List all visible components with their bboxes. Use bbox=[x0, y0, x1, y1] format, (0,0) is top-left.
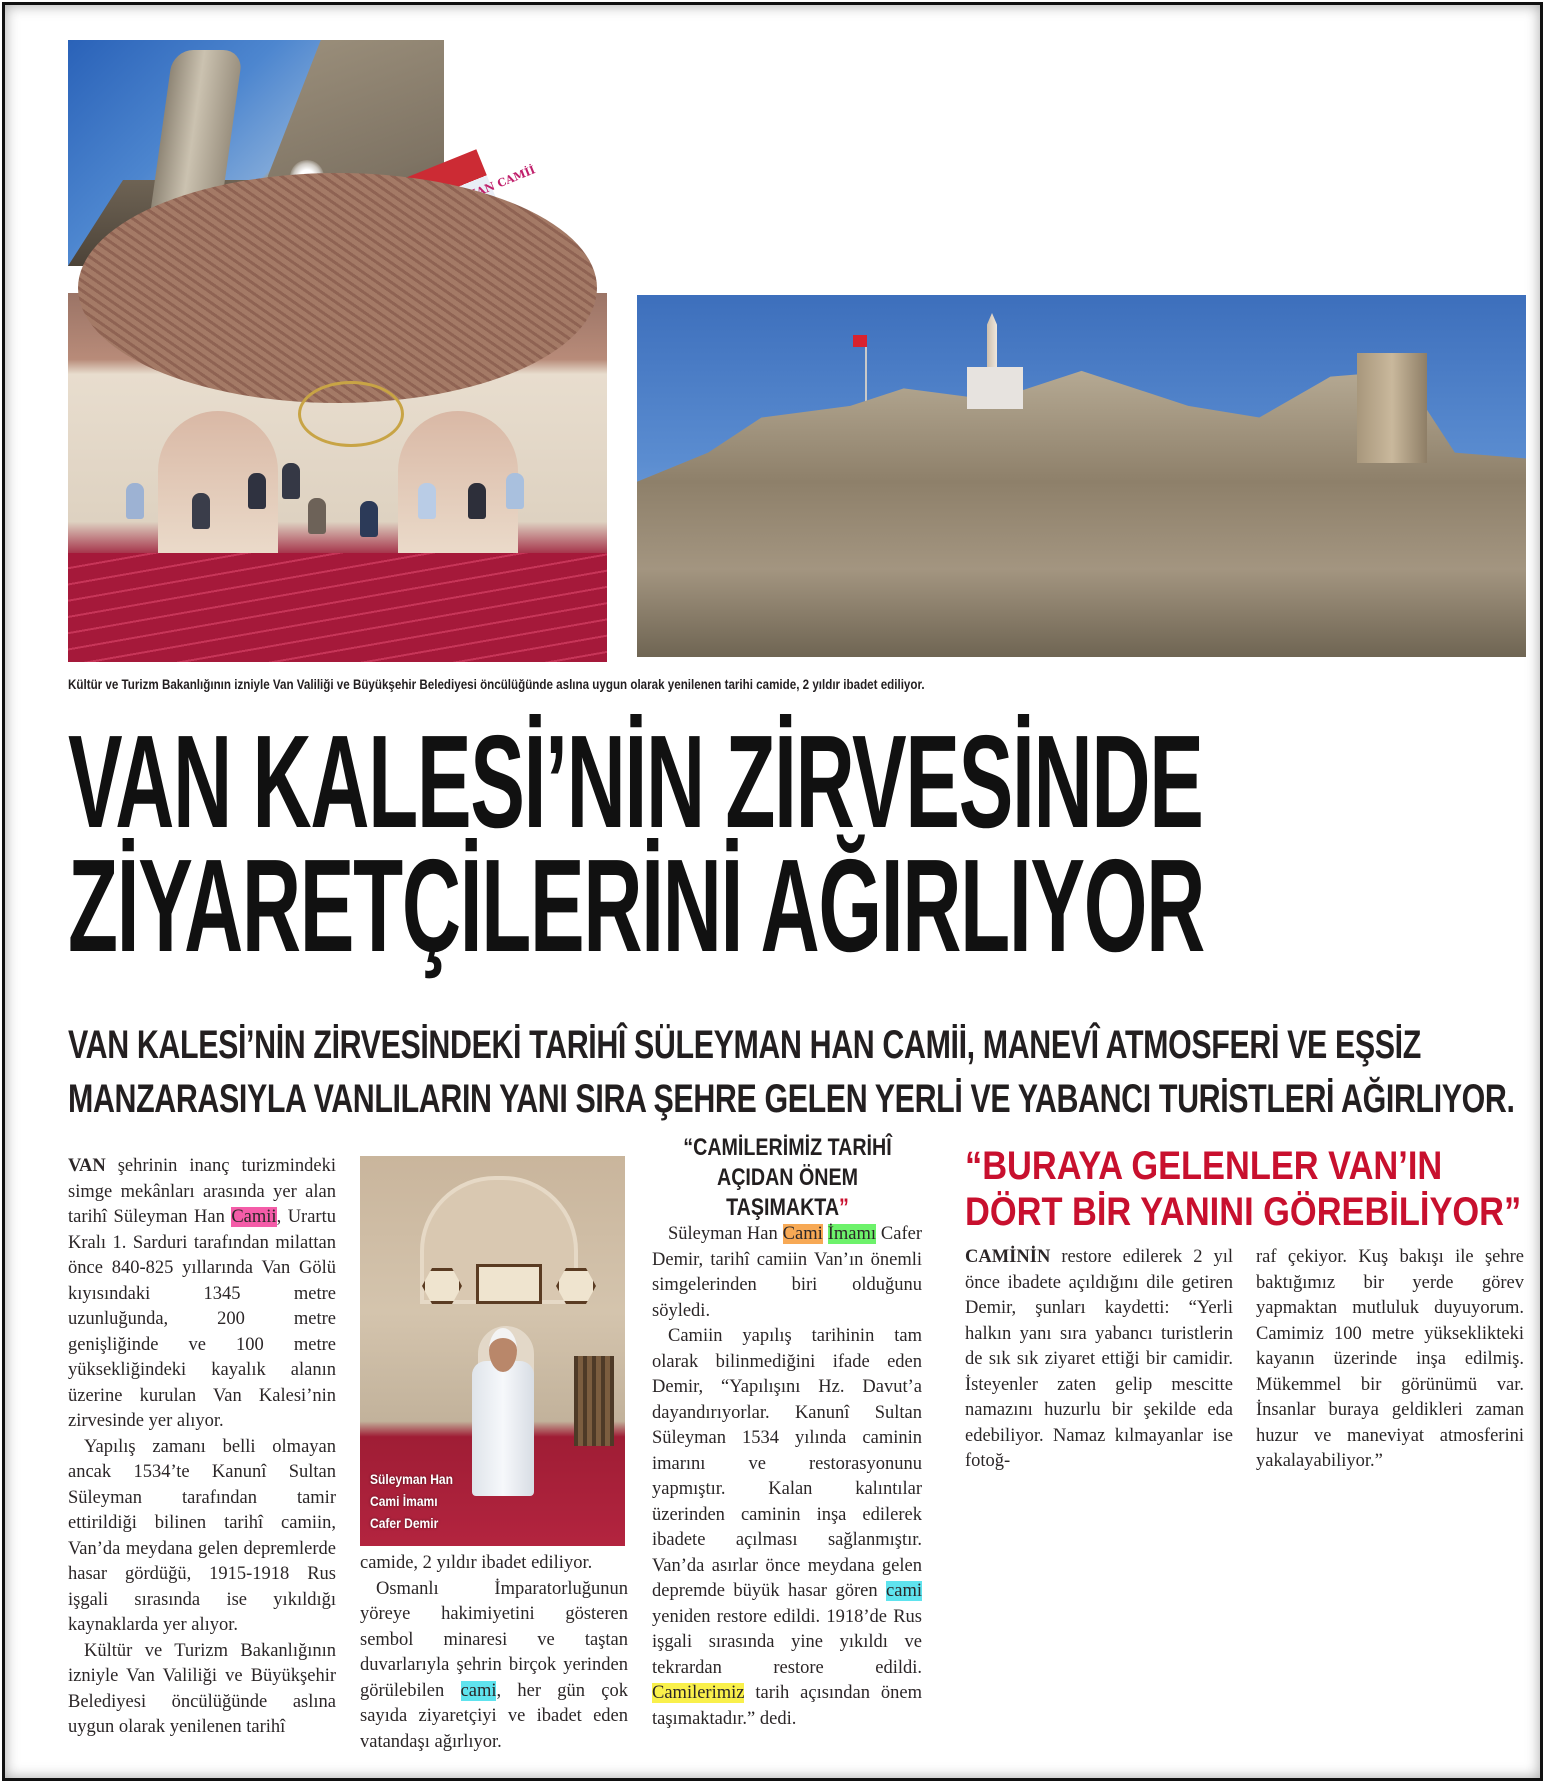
photo-dome bbox=[78, 173, 597, 403]
article-column-1 bbox=[68, 1154, 336, 1741]
article-column-3 bbox=[652, 1222, 922, 1732]
lead-word: CAMİNİN bbox=[965, 1247, 1051, 1267]
photo-wooden-door bbox=[574, 1356, 614, 1446]
article-column-2 bbox=[360, 1551, 628, 1755]
close-quote-mark: ” bbox=[839, 1194, 849, 1221]
quote-column-2 bbox=[1256, 1245, 1524, 1475]
chandelier-icon bbox=[298, 381, 404, 447]
imam-caption-line: Cafer Demir bbox=[370, 1515, 439, 1531]
headline-line-1: VAN KALESİ’NİN ZİRVESİNDE bbox=[68, 708, 1203, 855]
van-castle-photo bbox=[637, 295, 1526, 657]
photo-worshipper bbox=[360, 501, 378, 537]
photo-worshipper bbox=[248, 473, 266, 509]
subheadline-line-2: MANZARASIYLA VANLILARIN YANI SIRA ŞEHRE GELEN YERLİ VE YABANCI TURİSTLERİ AĞIRLIYOR. bbox=[68, 1077, 1515, 1121]
section-heading-line-1: “CAMİLERİMİZ TARİHÎ bbox=[683, 1134, 892, 1161]
photo-castle-mosque bbox=[967, 367, 1023, 409]
imam-caption-line: Cami İmamı bbox=[370, 1493, 438, 1509]
photo-calligraphy-plaque bbox=[476, 1264, 542, 1304]
paragraph: raf çekiyor. Kuş bakışı ile şehre baktığımız bir yerde görev yapmaktan mutluluk duyuyorum. Camimiz 100 metre yükseklikteki kayanın üzerinde inşa edilmiş. Mükemmel bir görünümü var. İnsanlar buraya geldikleri zaman huzur ve maneviyat atmosferini yakalayabiliyor.” bbox=[1256, 1247, 1524, 1471]
text-run: , her gün çok sayıda ziyaretçiyi ve ibadet eden vatandaşı ağırlıyor. bbox=[360, 1680, 628, 1752]
imam-caption-line: Süleyman Han bbox=[370, 1471, 453, 1487]
paragraph bbox=[68, 1154, 336, 1435]
turkish-flag-icon bbox=[853, 335, 867, 347]
text-run: , Urartu Kralı 1. Sarduri tarafından milattan önce 840-825 yıllarında Van Gölü kıyısındaki 1345 metre uzunluğunda, 200 metre genişliğinde ve 100 metre yüksekliğindeki kayalık alanın üzerine kurulan Van Kalesi’nin zirvesinde yer alıyor. bbox=[68, 1207, 336, 1431]
text-run: restore edilerek 2 yıl önce ibadete açıldığını dile getiren Demir, şunları kaydetti: “Yerli halkın yanı sıra yabancı turistlerin de sık sık ziyaret ettiği bir camidir. İsteyenler zaten gelip mescitte namazını huzurlu bir şekilde eda edebiliyor. Namaz kılmayanlar ise fotoğ- bbox=[965, 1247, 1233, 1471]
text-run: yeniden restore edildi. 1918’de Rus işgali sırasında yine yıkıldı ve tekrardan restore edildi. bbox=[652, 1606, 922, 1678]
quote-heading-line-1: “BURAYA GELENLER VAN’IN bbox=[965, 1144, 1443, 1188]
text-run: AÇIDAN ÖNEM TAŞIMAKTA bbox=[716, 1164, 859, 1221]
subheadline-line-1: VAN KALESİ’NİN ZİRVESİNDEKİ TARİHÎ SÜLEYMAN HAN CAMİİ, MANEVÎ ATMOSFERİ VE EŞSİZ bbox=[68, 1023, 1421, 1067]
text-run bbox=[823, 1224, 828, 1244]
section-heading-line-2 bbox=[679, 1163, 896, 1223]
paragraph bbox=[360, 1577, 628, 1756]
photo-worshipper bbox=[126, 483, 144, 519]
highlighted-word: Cami bbox=[782, 1224, 823, 1244]
highlighted-word: İmamı bbox=[827, 1224, 876, 1244]
photo-carpet bbox=[68, 553, 607, 662]
paragraph: Yapılış zamanı belli olmayan ancak 1534’te Kanunî Sultan Süleyman tarafından tamir ettirildiği bilinen tarihî camiin, Van’da meydana gelen depremlerde hasar gördüğü, 1915-1918 Rus işgali sırasında ise yıkıldığı kaynaklarda yer alıyor. bbox=[68, 1436, 336, 1635]
highlighted-word: Camii bbox=[231, 1207, 277, 1227]
text-run: tarih açısından önem taşımaktadır.” dedi. bbox=[652, 1683, 922, 1729]
mosque-interior-photo bbox=[68, 293, 607, 662]
highlighted-word: Camilerimiz bbox=[652, 1683, 745, 1703]
quote-heading-line-2: DÖRT BİR YANINI GÖREBİLİYOR” bbox=[965, 1190, 1522, 1234]
photo-caption: Kültür ve Turizm Bakanlığının izniyle Van Valiliği ve Büyükşehir Belediyesi öncülüğünde aslına uygun olarak yenilenen tarihi camide, 2 yıldır ibadet ediliyor. bbox=[68, 677, 925, 692]
paragraph: camide, 2 yıldır ibadet ediliyor. bbox=[360, 1553, 593, 1573]
section-heading bbox=[679, 1133, 896, 1223]
paragraph bbox=[652, 1222, 922, 1324]
lead-word: VAN bbox=[68, 1156, 106, 1176]
paragraph bbox=[652, 1324, 922, 1732]
photo-imam-head bbox=[489, 1328, 517, 1372]
photo-worshipper bbox=[282, 463, 300, 499]
text-run: şehrinin inanç turizmindeki simge mekânları arasında yer alan tarihî Süleyman Han bbox=[68, 1156, 336, 1227]
photo-castle-minaret bbox=[987, 313, 997, 371]
quote-heading bbox=[965, 1143, 1521, 1235]
photo-worshipper bbox=[468, 483, 486, 519]
imam-photo-caption bbox=[370, 1468, 453, 1534]
highlighted-word: cami bbox=[886, 1581, 922, 1601]
photo-worshipper bbox=[506, 473, 524, 509]
headline-line-2: ZİYARETÇİLERİNİ AĞIRLIYOR bbox=[68, 832, 1205, 979]
text-run: Süleyman Han bbox=[668, 1224, 783, 1244]
paragraph bbox=[965, 1245, 1233, 1475]
photo-worshipper bbox=[308, 498, 326, 534]
quote-column-1 bbox=[965, 1245, 1233, 1475]
photo-worshipper bbox=[418, 483, 436, 519]
text-run: Cafer Demir, tarihî camiin Van’ın önemli simgelerinden biri olduğunu söyledi. bbox=[652, 1224, 923, 1321]
text-run: Osmanlı İmparatorluğunun yöreye hakimiyetini gösteren sembol minaresi ve taştan duvarlarıyla şehrin birçok yerinden görülebilen bbox=[360, 1578, 628, 1701]
imam-photo bbox=[360, 1156, 625, 1546]
highlighted-word: cami bbox=[460, 1680, 497, 1701]
paragraph: Kültür ve Turizm Bakanlığının izniyle Van Valiliği ve Büyükşehir Belediyesi öncülüğünde aslına uygun olarak yenilenen tarihî bbox=[68, 1640, 336, 1737]
photo-worshipper bbox=[192, 493, 210, 529]
photo-imam-robe bbox=[472, 1361, 534, 1496]
text-run: Camiin yapılış tarihinin tam olarak bilinmediğini ifade eden Demir, “Yapılışını Hz. Davut’a dayandırıyorlar. Kanunî Sultan Süleyman 1534 yılında caminin imarını ve restorasyonunu yapmıştır. Kalan kalıntılar üzerinden caminin inşa edilerek ibadete açılması sağlanmıştır. Van’da asırlar önce meydana gelen depremde büyük hasar gören bbox=[652, 1326, 922, 1601]
photo-castle-tower bbox=[1357, 353, 1427, 463]
